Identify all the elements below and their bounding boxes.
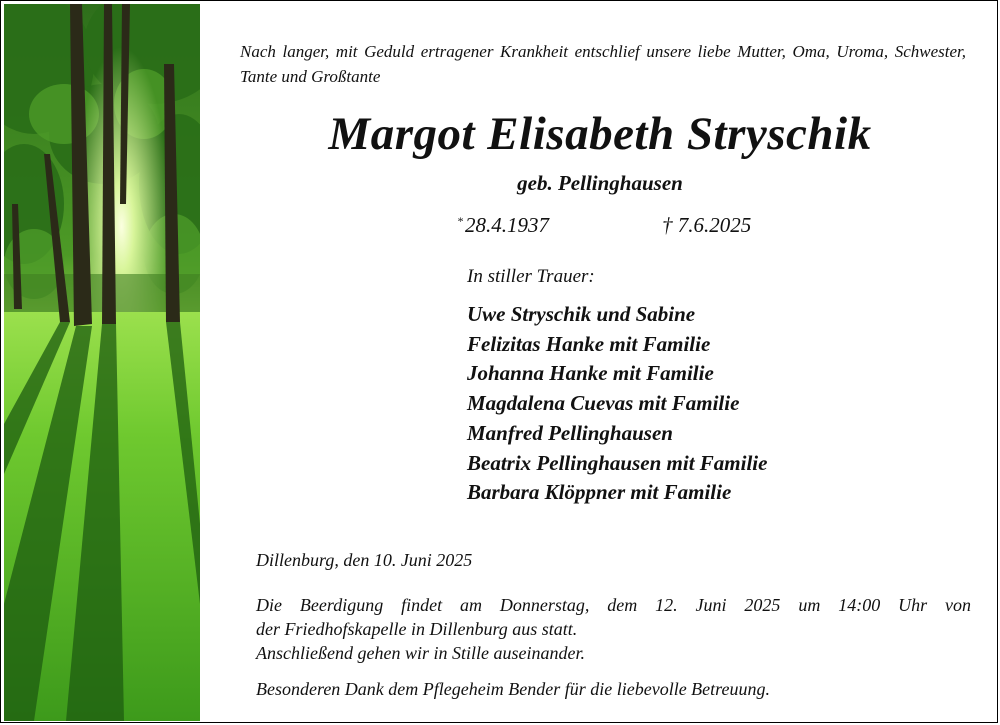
- mourner: Manfred Pellinghausen: [467, 420, 673, 445]
- mourner: Felizitas Hanke mit Familie: [467, 331, 711, 356]
- mourner: Magdalena Cuevas mit Familie: [467, 391, 740, 416]
- deceased-name: Margot Elisabeth Stryschik: [328, 108, 872, 160]
- mourner: Johanna Hanke mit Familie: [467, 361, 714, 386]
- funeral-line: Die Beerdigung findet am Donnerstag, dem 12. Juni 2025 um 14:00 Uhr von: [256, 595, 971, 615]
- birth-date: [457, 213, 549, 238]
- maiden-name: geb. Pellinghausen: [517, 171, 683, 195]
- birth-symbol: *: [457, 214, 463, 228]
- funeral-line: Anschließend gehen wir in Stille auseinander.: [256, 643, 585, 663]
- funeral-info: [256, 593, 971, 665]
- park-trees-sunlight-image: [4, 4, 200, 721]
- place-date: Dillenburg, den 10. Juni 2025: [256, 550, 473, 570]
- funeral-line: der Friedhofskapelle in Dillenburg aus statt.: [256, 619, 578, 639]
- mourners-list: [467, 300, 767, 508]
- mourner: Barbara Klöppner mit Familie: [467, 480, 732, 505]
- thanks-text: Besonderen Dank dem Pflegeheim Bender für die liebevolle Betreuung.: [256, 679, 770, 699]
- intro-text: Nach langer, mit Geduld ertragener Krankheit entschlief unsere liebe Mutter, Oma, Uroma, Schwester, Tante und Großtante: [240, 42, 966, 86]
- mourning-label: In stiller Trauer:: [467, 266, 595, 287]
- death-date: † 7.6.2025: [662, 213, 752, 237]
- mourner: Uwe Stryschik und Sabine: [467, 302, 696, 326]
- birth-date-value: 28.4.1937: [465, 213, 549, 237]
- mourner: Beatrix Pellinghausen mit Familie: [467, 450, 768, 475]
